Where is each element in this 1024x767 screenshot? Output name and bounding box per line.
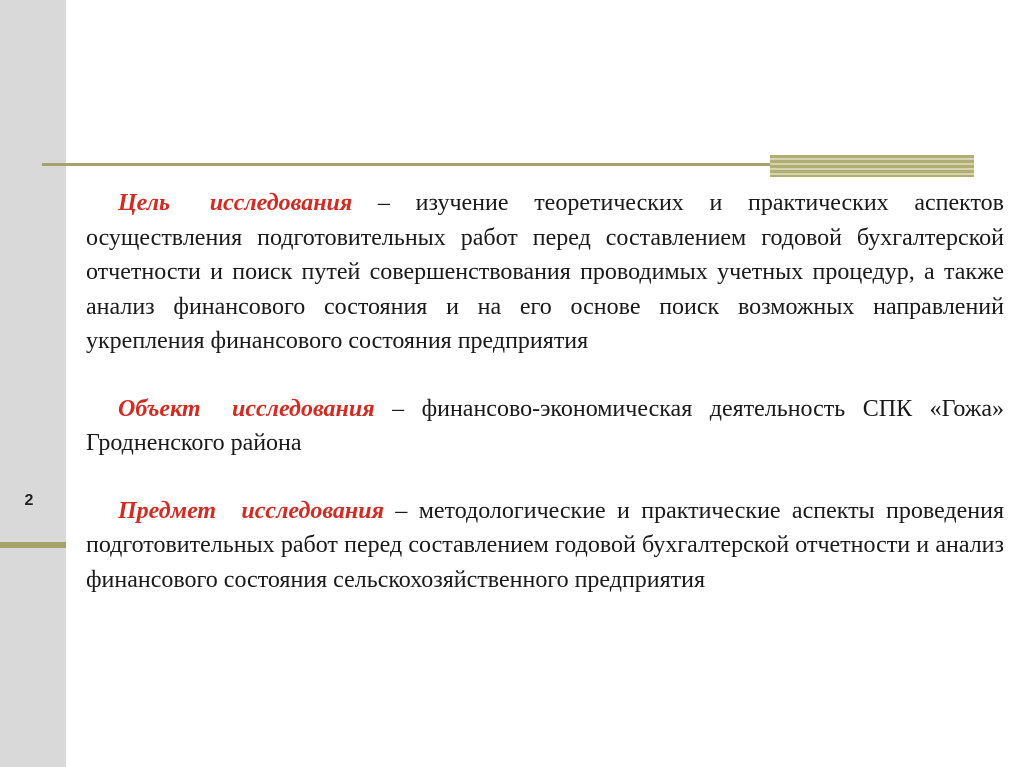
left-sidebar: [0, 0, 66, 767]
slide-content: [86, 186, 1004, 630]
research-subject-term: Предмет исследования: [118, 497, 384, 524]
research-goal-paragraph: [86, 186, 1004, 359]
research-subject-paragraph: [86, 494, 1004, 598]
slide-number: 2: [24, 492, 34, 509]
research-object-term: Объект исследования: [118, 395, 375, 422]
research-object-text: – финансово-экономическая деятельность СПК «Гожа» Гродненского района: [86, 395, 1004, 456]
research-subject-text: – методологические и практические аспекты проведения подготовительных работ перед составлением годовой бухгалтерской отчетности и анализ финансового состояния сельскохозяйственного предприятия: [86, 497, 1004, 593]
header-accent-stripes: [770, 155, 974, 177]
research-object-paragraph: [86, 392, 1004, 461]
research-goal-term: Цель исследования: [118, 190, 353, 216]
sidebar-divider: [0, 542, 66, 548]
research-goal-text: – изучение теоретических и практических аспектов осуществления подготовительных работ перед составлением годовой бухгалтерской отчетности и поиск путей совершенствования проводимых учетных процедур, а также анализ финансового состояния и на его основе поиск возможных направлений укрепления финансового состояния предприятия: [86, 190, 1005, 354]
